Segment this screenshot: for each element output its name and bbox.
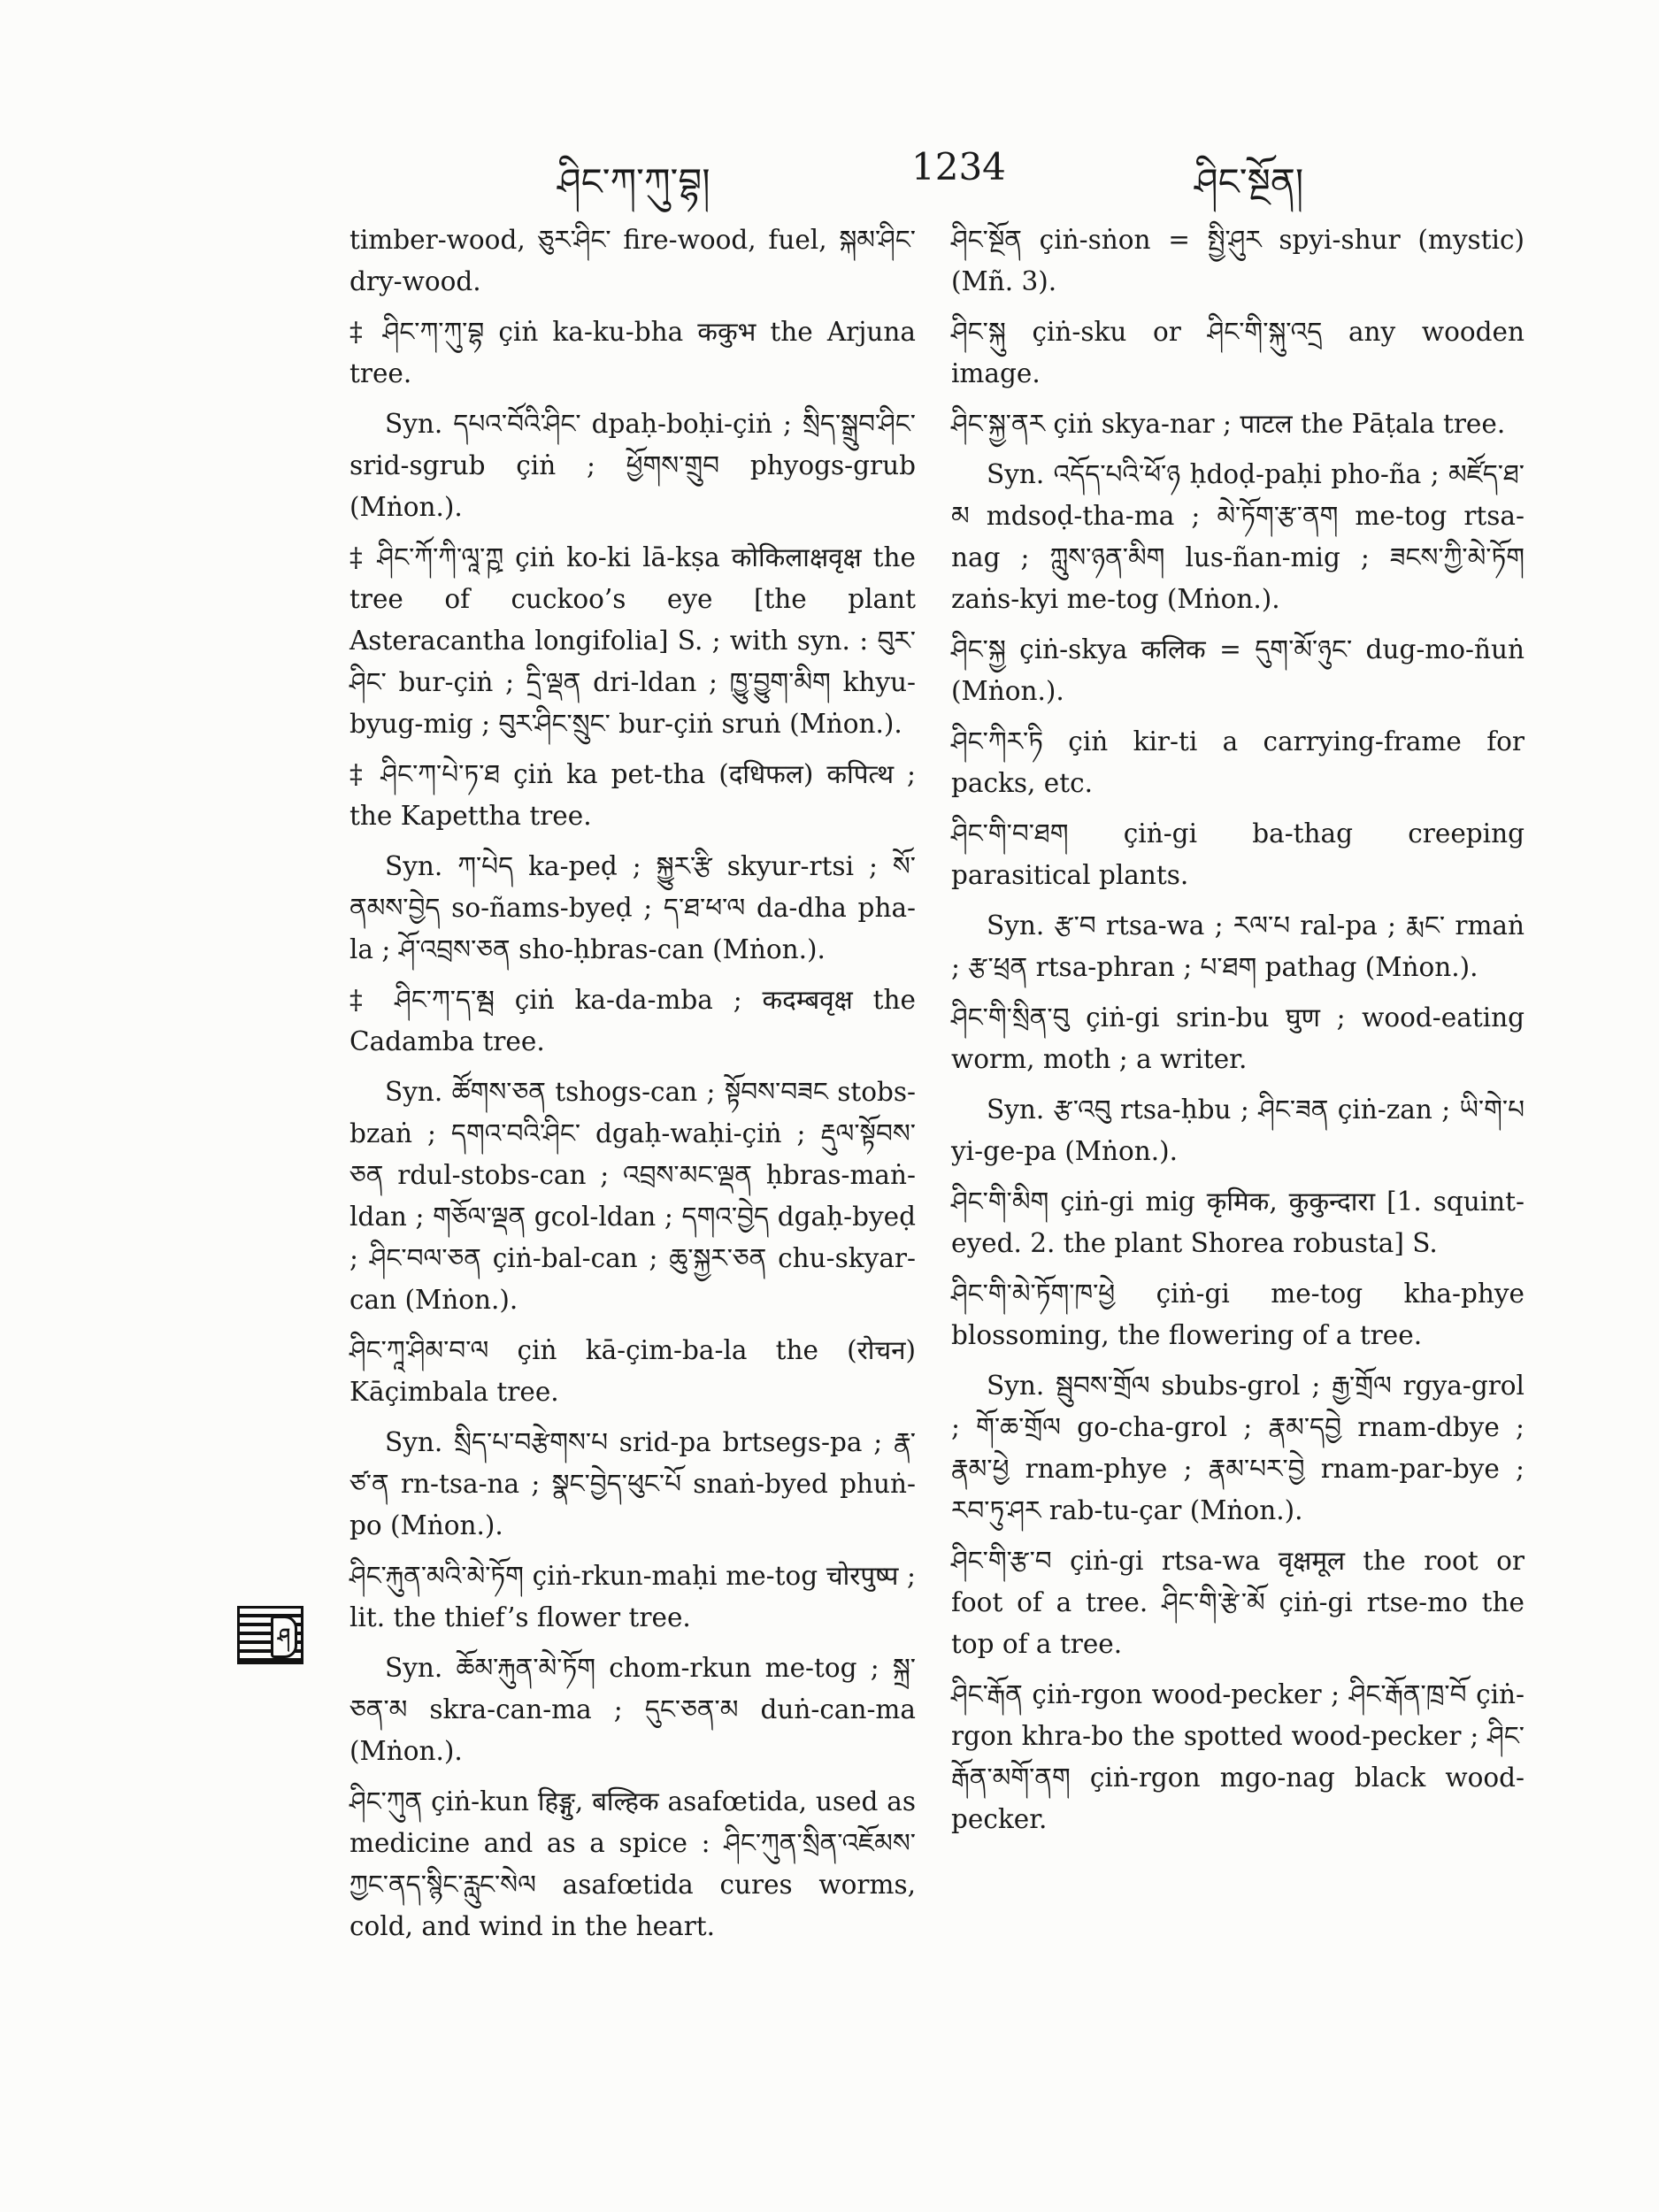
dictionary-entry: ཤིང་སྔོན çiṅ-sṅon = སྤྱི་ཤུར spyi-shur (mystic) (Mñ. 3). — [951, 225, 1525, 296]
header-left-headword: ཤིང་ཀ་ཀུ་བྷ། — [557, 160, 710, 204]
dictionary-entry: ‡ ཤིང་ཀ་ཀུ་བྷ çiṅ ka-ku-bha ककुभ the Arjuna tree. — [349, 317, 916, 388]
thumb-index-letter: ཤ — [271, 1616, 297, 1658]
dictionary-entry: ཤིང་སྐུ çiṅ-sku or ཤིང་གི་སྐུ་འདྲ any wooden image. — [951, 317, 1525, 388]
dictionary-entry: ཤིང་ཀིར་ཏི çiṅ kir-ti a carrying-frame for packs, etc. — [951, 726, 1525, 798]
synonym-entry: Syn. སྦུབས་གྲོལ sbubs-grol ; རྒྱ་གྲོལ rgya-grol ; གོ་ཆ་གྲོལ go-cha-grol ; རྣམ་དབྱེ rnam-dbye ; རྣམ་ཕྱེ rnam-phye ; རྣམ་པར་བྱེ rnam-par-bye ; རབ་ཏུ་ཤར rab-tu-çar (Mṅon.). — [951, 1371, 1525, 1525]
right-column — [951, 219, 1525, 1849]
dictionary-entry: ‡ ཤིང་ཀ་ད་མྦ çiṅ ka-da-mba ; कदम्बवृक्ष the Cadamba tree. — [349, 985, 916, 1056]
left-column — [349, 219, 916, 1956]
dictionary-entry: ཤིང་གི་མེ་ཏོག་ཁ་ཕྱེ çiṅ-gi me-tog kha-phye blossoming, the flowering of a tree. — [951, 1279, 1525, 1350]
header-right-headword: ཤིང་སྔོན། — [1194, 160, 1304, 204]
synonym-entry: Syn. རྩ་བ rtsa-wa ; རལ་པ ral-pa ; རྨང་ rmaṅ ; རྩ་ཕྲན rtsa-phran ; པ་ཐག pathag (Mṅon.). — [951, 910, 1525, 982]
dictionary-entry: ཤིང་ཀཱ་ཤིམ་བ་ལ çiṅ kā-çim-ba-la the (रोचन) Kāçimbala tree. — [349, 1335, 916, 1407]
synonym-entry: Syn. ཚོགས་ཅན tshogs-can ; སྟོབས་བཟང stobs-bzaṅ ; དགའ་བའི་ཤིང་ dgaḥ-waḥi-çiṅ ; རྡུལ་སྟོབས་ཅན rdul-stobs-can ; འབྲས་མང་ལྡན ḥbras-maṅ-ldan ; གཅོལ་ལྡན gcol-ldan ; དགའ་བྱེད dgaḥ-byeḍ ; ཤིང་བལ་ཅན çiṅ-bal-can ; ཆུ་སྐྱར་ཅན chu-skyar-can (Mṅon.). — [349, 1077, 916, 1315]
page-header — [0, 133, 1659, 204]
synonym-entry: Syn. སྲིད་པ་བརྩེགས་པ srid-pa brtsegs-pa ; རྣ་ཙ་ན rn-tsa-na ; སྣང་བྱེད་ཕུང་པོ snaṅ-byed phuṅ-po (Mṅon.). — [349, 1427, 916, 1540]
page-number: 1234 — [911, 145, 1006, 188]
dictionary-entry: ‡ ཤིང་ཀོ་ཀི་ལཱ་ཀྵ çiṅ ko-ki lā-kṣa कोकिलाक्षवृक्ष the tree of cuckoo’s eye [the plant Asteracantha longifolia] S. ; with syn. : བུར་ཤིང་ bur-çiṅ ; དྲི་ལྡན dri-ldan ; ཁྱུ་བྱུག་མིག khyu-byug-mig ; བུར་ཤིང་སྲུང་ bur-çiṅ sruṅ (Mṅon.). — [349, 542, 916, 739]
dictionary-entry: ‡ ཤིང་ཀ་པེ་ཏ་ཐ çiṅ ka pet-tha (दधिफल) कपित्थ ; the Kapettha tree. — [349, 759, 916, 831]
dictionary-entry: ཤིང་སྐྱ་ནར çiṅ skya-nar ; पाटल the Pāṭala tree. — [951, 409, 1506, 439]
dictionary-entry: ཤིང་སྐྱ çiṅ-skya कलिक = དུག་མོ་ཉུང་ dug-mo-ñuṅ (Mṅon.). — [951, 634, 1525, 706]
dictionary-entry: ཤིང་ཀུན çiṅ-kun हिङ्गु, बल्हिक asafœtida, used as medicine and as a spice : ཤིང་ཀུན་སྲིན་འཇོམས་ཀྱང་ནད་སྙིང་རླུང་སེལ asafœtida cures worms, cold, and wind in the heart. — [349, 1786, 916, 1941]
dictionary-entry: ཤིང་གི་བ་ཐག çiṅ-gi ba-thag creeping parasitical plants. — [951, 818, 1525, 890]
dictionary-entry: ཤིང་རྒོན çiṅ-rgon wood-pecker ; ཤིང་རྒོན་ཁྲ་བོ çiṅ-rgon khra-bo the spotted wood-pecker ; ཤིང་རྒོན་མགོ་ནག çiṅ-rgon mgo-nag black wood-pecker. — [951, 1679, 1525, 1834]
synonym-entry: Syn. ཆོམ་རྐུན་མེ་ཏོག chom-rkun me-tog ; སྐྲ་ཅན་མ skra-can-ma ; དུང་ཅན་མ duṅ-can-ma (Mṅon.). — [349, 1653, 916, 1766]
synonym-entry: Syn. འདོད་པའི་ཕོ་ཉ ḥdoḍ-paḥi pho-ña ; མཛོད་ཐ་མ mdsoḍ-tha-ma ; མེ་ཏོག་རྩ་ནག me-tog rtsa-nag ; ཀླུས་ཉན་མིག lus-ñan-mig ; ཟངས་ཀྱི་མེ་ཏོག zaṅs-kyi me-tog (Mṅon.). — [951, 459, 1525, 614]
synonym-entry: Syn. རྩ་འབུ rtsa-ḥbu ; ཤིང་ཟན çiṅ-zan ; ཡི་གེ་པ yi-ge-pa (Mṅon.). — [951, 1094, 1525, 1166]
dictionary-entry: ཤིང་རྐུན་མའི་མེ་ཏོག çiṅ-rkun-maḥi me-tog चोरपुष्प ; lit. the thief’s flower tree. — [349, 1561, 916, 1632]
dictionary-entry: ཤིང་གི་མིག çiṅ-gi mig कृमिक, कुकुन्दारा [1. squint-eyed. 2. the plant Shorea robusta] S. — [951, 1187, 1525, 1258]
thumb-index-tab — [237, 1606, 303, 1664]
dictionary-entry: timber-wood, ཅུར་ཤིང་ fire-wood, fuel, སྐམ་ཤིང་ dry-wood. — [349, 225, 916, 296]
synonym-entry: Syn. དཔའ་བོའི་ཤིང་ dpaḥ-boḥi-çiṅ ; སྲིད་སྒྲུབ་ཤིང་ srid-sgrub çiṅ ; ཕྱོགས་གྲུབ phyogs-grub (Mṅon.). — [349, 409, 916, 522]
dictionary-entry: ཤིང་གི་སྲིན་བུ çiṅ-gi srin-bu घुण ; wood-eating worm, moth ; a writer. — [951, 1002, 1525, 1074]
dictionary-entry: ཤིང་གི་རྩ་བ çiṅ-gi rtsa-wa वृक्षमूल the root or foot of a tree. ཤིང་གི་རྩེ་མོ çiṅ-gi rtse-mo the top of a tree. — [951, 1546, 1525, 1659]
synonym-entry: Syn. ཀ་པེད ka-peḍ ; སྐྱུར་རྩི skyur-rtsi ; སོ་ནམས་བྱེད so-ñams-byeḍ ; ད་ཐ་ཕ་ལ da-dha pha-la ; ཤོ་འབྲས་ཅན sho-ḥbras-can (Mṅon.). — [349, 851, 916, 964]
